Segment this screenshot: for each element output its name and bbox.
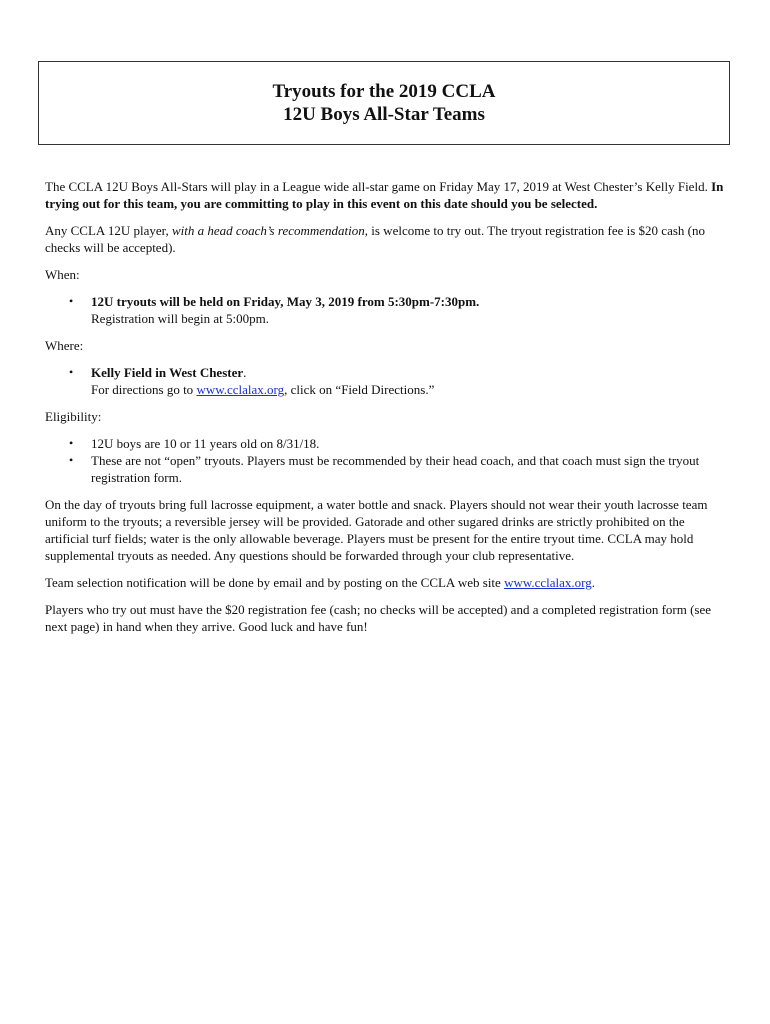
title-line-1: Tryouts for the 2019 CCLA	[272, 81, 496, 102]
cclalax-link[interactable]: www.cclalax.org	[196, 382, 285, 397]
when-registration: Registration will begin at 5:00pm.	[91, 311, 270, 326]
eligibility-item-text: 12U boys are 10 or 11 years old on 8/31/18.	[91, 436, 320, 451]
when-list	[45, 293, 727, 327]
list-item	[45, 452, 727, 486]
intro-paragraph	[45, 178, 727, 212]
equipment-paragraph: On the day of tryouts bring full lacrosse equipment, a water bottle and snack. Players should not wear their youth lacrosse team uniform to the tryouts; a reversible jersey will be provided. Gatorade and other sugared drinks are strictly prohibited on the artificial turf fields; water is the only allowable beverage. Players must be present for the entire tryout time. CCLA may hold supplemental tryouts as needed. Any questions should be forwarded through your club representative.	[45, 497, 708, 563]
where-location-suffix: .	[243, 365, 247, 380]
eligibility-intro-pre: Any CCLA 12U player,	[45, 223, 169, 238]
notification-paragraph	[45, 574, 727, 591]
intro-text: The CCLA 12U Boys All-Stars will play in a League wide all-star game on Friday May 17, 2019 at West Chester’s Kelly Field.	[45, 179, 708, 194]
eligibility-intro-italic: with a head coach’s recommendation	[171, 223, 365, 238]
title-line-2: 12U Boys All-Star Teams	[283, 104, 485, 125]
eligibility-intro-paragraph	[45, 222, 727, 256]
closing-paragraph: Players who try out must have the $20 registration fee (cash; no checks will be accepted) and a completed registration form (see next page) in hand when they arrive. Good luck and have fun!	[45, 602, 712, 634]
where-directions-post: , click on “Field Directions.”	[284, 382, 435, 397]
where-directions-pre: For directions go to	[91, 382, 194, 397]
bullet-icon: •	[69, 436, 74, 450]
bullet-icon: •	[69, 453, 74, 467]
list-item	[45, 293, 727, 327]
cclalax-link[interactable]: www.cclalax.org	[504, 575, 592, 590]
list-item	[45, 435, 727, 452]
bullet-icon: •	[69, 365, 74, 379]
notification-pre: Team selection notification will be done by email and by posting on the CCLA web site	[45, 575, 501, 590]
notification-post: .	[591, 575, 596, 590]
where-location: Kelly Field in West Chester	[91, 365, 244, 380]
intro-commitment-text: In trying out for this team, you are committing to play in this event on this date should you be selected.	[45, 179, 724, 211]
eligibility-intro-post: , is welcome to try out. The tryout registration fee is $20 cash (no checks will be accepted).	[45, 223, 705, 255]
eligibility-item-text: These are not “open” tryouts. Players must be recommended by their head coach, and that coach must sign the tryout registration form.	[91, 453, 700, 485]
eligibility-label: Eligibility:	[45, 409, 102, 424]
when-label: When:	[45, 267, 80, 282]
where-label: Where:	[45, 338, 84, 353]
eligibility-list	[45, 435, 727, 486]
when-details: 12U tryouts will be held on Friday, May 3, 2019 from 5:30pm-7:30pm.	[91, 294, 480, 309]
bullet-icon: •	[69, 294, 74, 308]
document-body	[45, 178, 727, 645]
where-list	[45, 364, 727, 398]
title-box	[38, 61, 730, 145]
list-item	[45, 364, 727, 398]
